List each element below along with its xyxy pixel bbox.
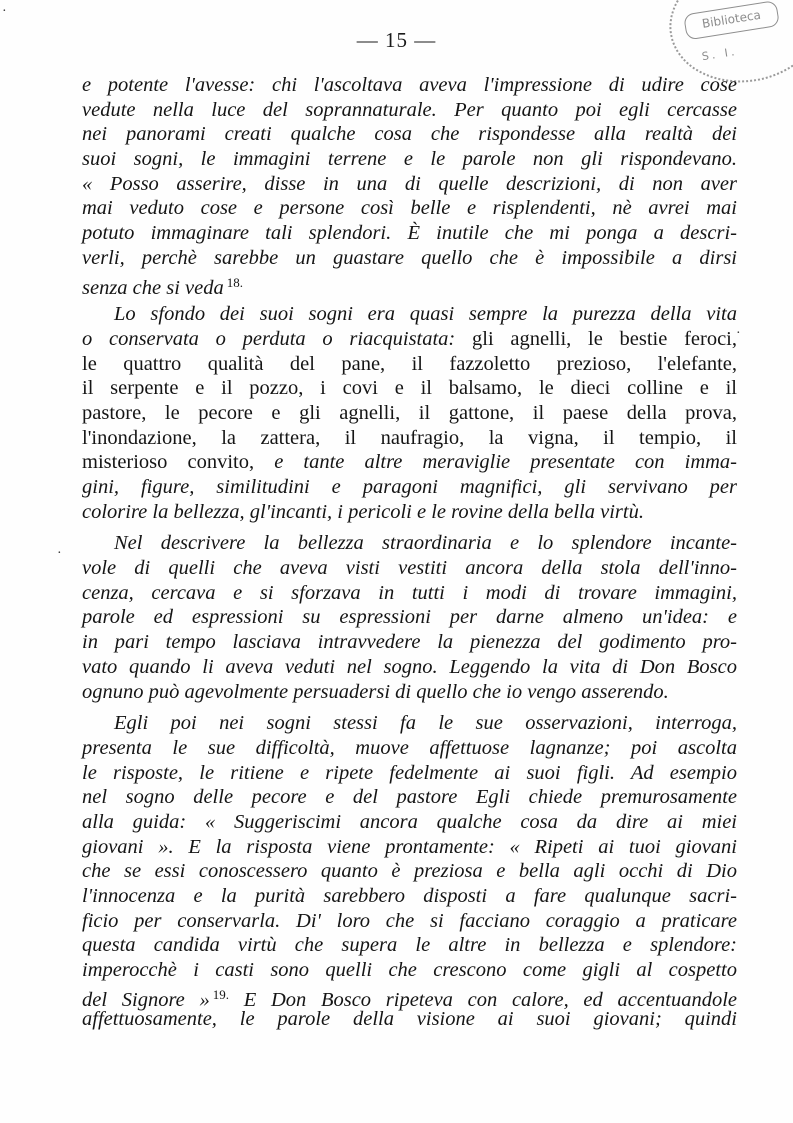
page-number: — 15 — — [356, 28, 437, 52]
paragraph-gap — [82, 524, 737, 531]
text-line — [82, 983, 738, 1011]
text-line: potuto immaginare tali splendori. È inutile che mi ponga a descri- — [82, 222, 737, 245]
text-line: suoi sogni, le immagini terrene e le parole non gli rispondevano. — [82, 148, 737, 171]
margin-speck: · — [2, 4, 7, 19]
text-line: alla guida: « Suggeriscimi ancora qualche cosa da dire ai miei — [82, 810, 737, 833]
margin-speck: · — [57, 546, 62, 561]
footnote-ref: 19. — [212, 986, 229, 1002]
text-line: ficio per conservarla. Di' loro che si facciano coraggio a praticare — [82, 909, 737, 932]
paragraph — [82, 73, 737, 299]
text-line: parole ed espressioni su espressioni per darne almeno un'idea: e — [82, 606, 737, 629]
text-line: questa candida virtù che supera le altre in bellezza e splendore: — [82, 934, 737, 957]
text-line: vedute nella luce del soprannaturale. Per quanto poi egli cercasse — [82, 98, 737, 121]
text-line: imperocchè i casti sono quelli che crescono come gigli al cospetto — [82, 959, 737, 982]
footnote-ref: 18. — [226, 274, 243, 290]
text-segment: gli agnelli, le bestie feroci, — [472, 327, 737, 350]
text-line — [82, 271, 737, 299]
text-line: Egli poi nei sogni stessi fa le sue osservazioni, interroga, — [114, 712, 737, 735]
stamp-subtext: S. I. — [700, 44, 739, 64]
text-line: verli, perchè sarebbe un guastare quello che è impossibile a dirsi — [82, 246, 737, 269]
text-line: « Posso asserire, disse in una di quelle descrizioni, di non aver — [82, 172, 737, 195]
text-line — [82, 450, 737, 475]
text-line: le risposte, le ritiene e ripete fedelmente ai suoi figli. Ad esempio — [82, 761, 737, 784]
text-line: presenta le sue difficoltà, muove affettuose lagnanze; poi ascolta — [82, 736, 737, 759]
text-line: il serpente e il pozzo, i covi e il balsamo, le dieci colline e il — [82, 377, 737, 400]
text-segment: e tante altre meraviglie presentate con imma- — [274, 451, 738, 474]
text-line: in pari tempo lasciava intravvedere la pienezza del godimento pro- — [82, 631, 737, 654]
text-line: che se essi conoscessero quanto è preziosa e bella agli occhi di Dio — [82, 860, 737, 883]
stamp-label: Biblioteca — [683, 0, 780, 40]
body-text — [82, 73, 737, 1032]
text-segment: o conservata o perduta o riacquistata: — [82, 327, 456, 350]
text-segment: senza che si veda — [82, 276, 224, 299]
text-line: vato quando li aveva veduti nel sogno. Leggendo la vita di Don Bosco — [82, 655, 737, 678]
text-line: mai veduto cose e persone così belle e risplendenti, nè avrei mai — [82, 197, 737, 220]
text-line: Nel descrivere la bellezza straordinaria e lo splendore incante- — [114, 532, 737, 555]
text-line — [82, 327, 737, 352]
text-line: colorire la bellezza, gl'incanti, i pericoli e le rovine della bella virtù. — [82, 500, 644, 523]
text-segment: E Don Bosco ripeteva con calore, ed accentuandole — [243, 988, 738, 1011]
text-line: l'inondazione, la zattera, il naufragio, la vigna, il tempio, il — [82, 426, 737, 449]
text-line: giovani ». E la risposta viene prontamente: « Ripeti ai tuoi giovani — [82, 835, 737, 858]
text-line: e potente l'avesse: chi l'ascoltava aveva l'impressione di udire cose — [82, 74, 737, 96]
text-line: pastore, le pecore e gli agnelli, il gattone, il paese della prova, — [82, 401, 737, 424]
paragraph — [82, 711, 737, 1032]
text-line: nel sogno delle pecore e del pastore Egli chiede premurosamente — [82, 786, 737, 809]
text-line: gini, figure, similitudini e paragoni magnifici, gli servivano per — [82, 476, 737, 498]
text-line: l'innocenza e la purità sarebbero disposti a fare qualunque sacri- — [82, 885, 737, 907]
text-line: vole di quelli che aveva visti vestiti ancora della stola dell'inno- — [82, 557, 737, 580]
text-line: Lo sfondo dei suoi sogni era quasi sempre la purezza della vita — [114, 303, 737, 326]
margin-speck: · — [736, 326, 741, 341]
paragraph-gap — [82, 704, 737, 711]
paragraph — [82, 302, 737, 524]
text-segment: misterioso convito, — [82, 451, 255, 474]
text-line: affettuosamente, le parole della visione ai suoi giovani; quindi — [82, 1008, 737, 1031]
text-line: le quattro qualità del pane, il fazzoletto prezioso, l'elefante, — [82, 352, 737, 375]
text-line: cenza, cercava e si sforzava in tutti i modi di trovare immagini, — [82, 581, 737, 604]
text-line: ognuno può agevolmente persuadersi di quello che io vengo asserendo. — [82, 680, 669, 703]
text-line: nei panorami creati qualche cosa che rispondesse alla realtà dei — [82, 123, 737, 146]
paragraph — [82, 531, 737, 704]
text-segment: del Signore » — [82, 988, 210, 1011]
